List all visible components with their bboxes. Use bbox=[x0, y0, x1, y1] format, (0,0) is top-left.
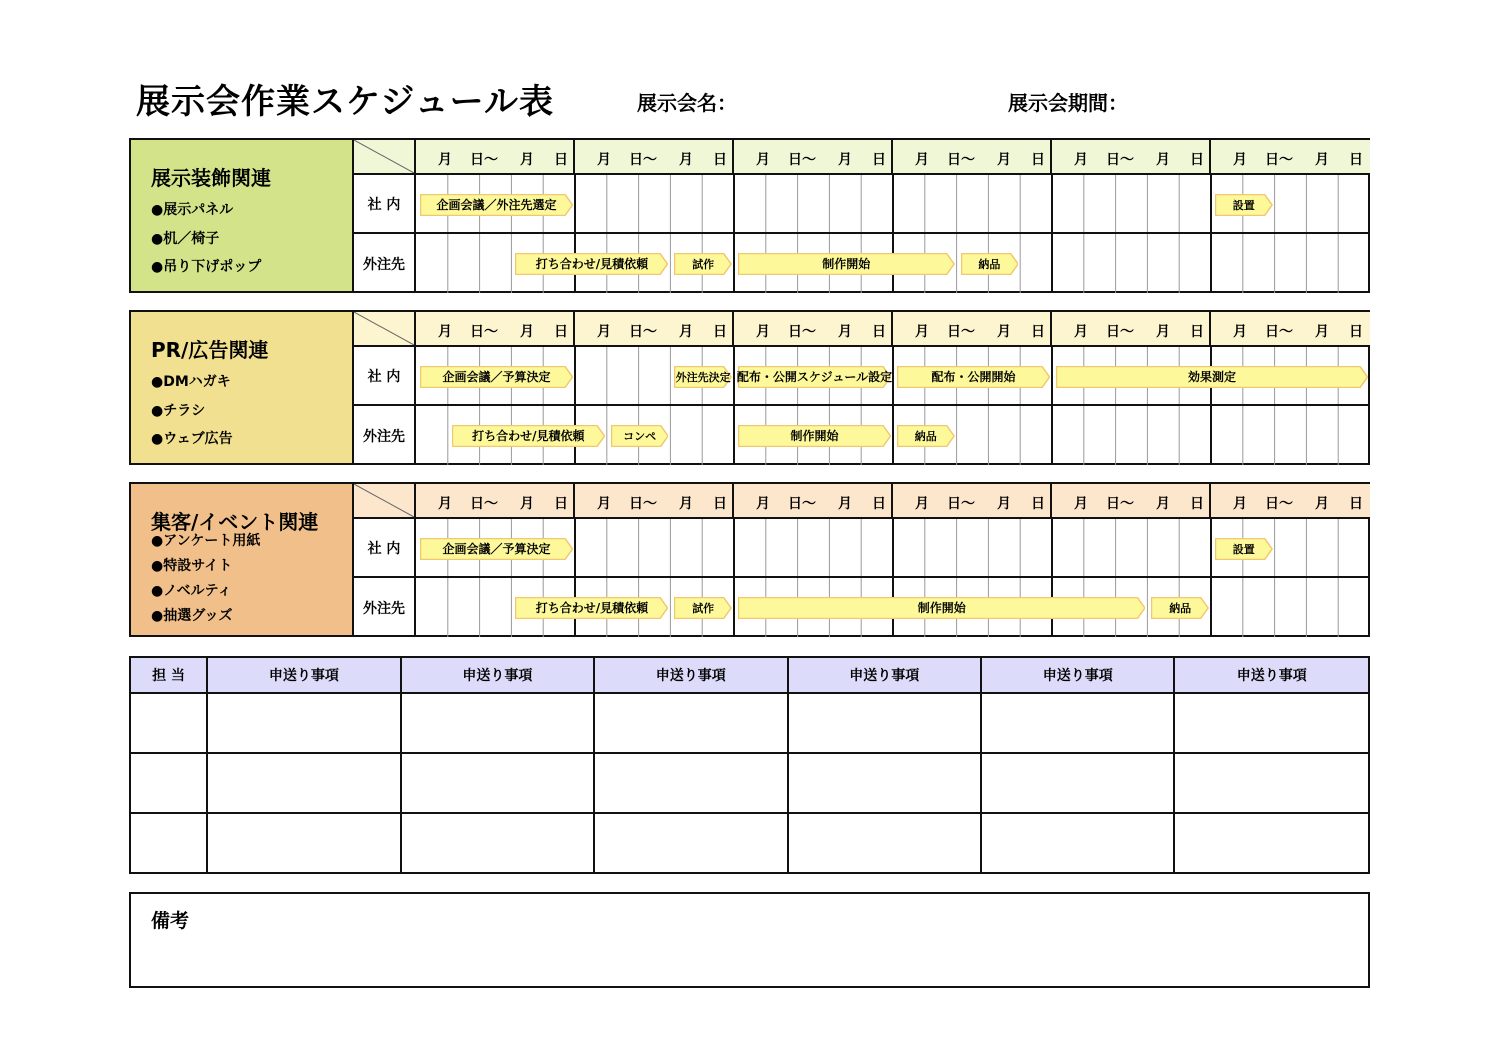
task-bar[interactable] bbox=[674, 366, 732, 388]
period-header-text: 日～ bbox=[947, 324, 975, 340]
corner-cell bbox=[354, 484, 416, 519]
period-header-text: 月 bbox=[756, 152, 770, 168]
period-header-text: 月 bbox=[1315, 496, 1329, 512]
handover-cell[interactable] bbox=[594, 753, 787, 813]
period-header-text: 月 bbox=[997, 496, 1011, 512]
period-header-text: 日 bbox=[713, 324, 727, 340]
section-category bbox=[131, 484, 354, 635]
period-header-text: 月 bbox=[679, 152, 693, 168]
period-header-cell bbox=[734, 312, 893, 345]
period-header-text: 日～ bbox=[788, 496, 816, 512]
handover-header: 申送り事項 bbox=[981, 657, 1174, 693]
handover-header: 申送り事項 bbox=[401, 657, 594, 693]
handover-cell[interactable] bbox=[981, 753, 1174, 813]
row-label-internal: 社 内 bbox=[354, 347, 416, 406]
notes-row bbox=[130, 753, 1369, 813]
period-header-text: 月 bbox=[1233, 152, 1247, 168]
period-header-text: 月 bbox=[438, 496, 452, 512]
task-bar-label: 試作 bbox=[692, 257, 715, 271]
period-header-cell bbox=[1052, 484, 1211, 517]
period-header-text: 月 bbox=[1074, 152, 1088, 168]
period-header-text: 月 bbox=[1074, 496, 1088, 512]
period-header-text: 日～ bbox=[1265, 324, 1293, 340]
task-bar-label: 納品 bbox=[1169, 601, 1192, 615]
period-header-text: 月 bbox=[838, 152, 852, 168]
handover-cell[interactable] bbox=[1174, 753, 1369, 813]
section-item: ●吊り下げポップ bbox=[151, 259, 262, 275]
task-bar-label: コンペ bbox=[623, 429, 657, 443]
period-header-text: 日 bbox=[554, 496, 568, 512]
row-label-internal: 社 内 bbox=[354, 519, 416, 578]
period-header-text: 月 bbox=[1315, 324, 1329, 340]
period-header-text: 日～ bbox=[1265, 496, 1293, 512]
period-header-text: 日 bbox=[1190, 496, 1204, 512]
task-bar[interactable] bbox=[961, 253, 1019, 275]
period-header-cell bbox=[893, 312, 1052, 345]
task-bar[interactable] bbox=[738, 366, 891, 388]
section-item: ●抽選グッズ bbox=[151, 608, 233, 624]
period-header-text: 月 bbox=[997, 324, 1011, 340]
task-bar[interactable] bbox=[420, 194, 573, 216]
handover-cell[interactable] bbox=[207, 693, 400, 753]
task-bar-label: 試作 bbox=[692, 601, 715, 615]
task-bar-label: 打ち合わせ/見積依頼 bbox=[535, 257, 649, 271]
period-header-cell bbox=[575, 484, 734, 517]
task-bar[interactable] bbox=[897, 425, 955, 447]
task-bar-label: 企画会議／予算決定 bbox=[442, 542, 551, 556]
section-item: ●机／椅子 bbox=[151, 230, 220, 247]
period-header-text: 月 bbox=[915, 152, 929, 168]
period-header bbox=[416, 140, 1370, 175]
task-bar[interactable] bbox=[738, 597, 1145, 619]
handover-cell[interactable] bbox=[594, 813, 787, 873]
task-bar[interactable] bbox=[738, 425, 891, 447]
period-header-text: 日 bbox=[872, 152, 886, 168]
notes-row bbox=[130, 813, 1369, 873]
period-header-cell bbox=[1211, 312, 1370, 345]
section-item: ●展示パネル bbox=[151, 202, 234, 218]
handover-cell[interactable] bbox=[207, 753, 400, 813]
period-header-cell bbox=[575, 140, 734, 173]
section-item: ●アンケート用紙 bbox=[151, 533, 261, 549]
remarks-title: 備考 bbox=[151, 910, 190, 932]
period-header bbox=[416, 312, 1370, 347]
handover-cell[interactable] bbox=[981, 693, 1174, 753]
period-header-text: 月 bbox=[1156, 152, 1170, 168]
row-label-internal: 社 内 bbox=[354, 175, 416, 234]
task-bar[interactable] bbox=[452, 425, 605, 447]
period-header-text: 日 bbox=[1349, 324, 1363, 340]
task-bar[interactable] bbox=[1215, 538, 1273, 560]
task-bar[interactable] bbox=[674, 253, 732, 275]
period-header-text: 月 bbox=[997, 152, 1011, 168]
handover-header: 申送り事項 bbox=[594, 657, 787, 693]
period-header-text: 日 bbox=[1031, 496, 1045, 512]
handover-cell[interactable] bbox=[788, 753, 981, 813]
period-header-cell bbox=[893, 484, 1052, 517]
corner-cell bbox=[354, 312, 416, 347]
notes-row bbox=[130, 693, 1369, 753]
period-header-text: 月 bbox=[1156, 324, 1170, 340]
section-title: 集客/イベント関連 bbox=[151, 510, 319, 534]
period-header-text: 日 bbox=[713, 152, 727, 168]
period-header-text: 月 bbox=[1233, 324, 1247, 340]
period-header-text: 月 bbox=[438, 152, 452, 168]
period-header-text: 月 bbox=[597, 496, 611, 512]
remarks-box[interactable] bbox=[129, 892, 1370, 988]
task-bar-label: 制作開始 bbox=[790, 429, 839, 443]
period-header-cell bbox=[734, 484, 893, 517]
period-header-text: 月 bbox=[520, 324, 534, 340]
period-header-text: 日 bbox=[1349, 152, 1363, 168]
task-bar[interactable] bbox=[420, 366, 573, 388]
period-header-text: 日 bbox=[1190, 152, 1204, 168]
period-header-text: 日 bbox=[554, 152, 568, 168]
period-header-cell bbox=[416, 312, 575, 345]
task-bar-label: 外注先決定 bbox=[675, 370, 731, 384]
period-header-text: 月 bbox=[438, 324, 452, 340]
period-header-text: 日～ bbox=[1265, 152, 1293, 168]
task-bar-label: 企画会議／外注先選定 bbox=[436, 198, 557, 212]
period-header-text: 月 bbox=[679, 324, 693, 340]
task-bar-label: 納品 bbox=[978, 257, 1001, 271]
task-bar[interactable] bbox=[1056, 366, 1368, 388]
period-header-cell bbox=[1211, 484, 1370, 517]
handover-cell[interactable] bbox=[981, 813, 1174, 873]
handover-cell[interactable] bbox=[788, 813, 981, 873]
period-header-text: 日～ bbox=[788, 324, 816, 340]
assignee-cell[interactable] bbox=[130, 753, 207, 813]
period-header-text: 日 bbox=[1031, 152, 1045, 168]
period-header-cell bbox=[1211, 140, 1370, 173]
period-header-text: 月 bbox=[838, 324, 852, 340]
schedule-section bbox=[129, 310, 1370, 465]
period-header-text: 月 bbox=[756, 496, 770, 512]
task-bar[interactable] bbox=[738, 253, 955, 275]
period-header-text: 月 bbox=[1156, 496, 1170, 512]
period-header-text: 月 bbox=[1233, 496, 1247, 512]
period-header bbox=[416, 484, 1370, 519]
task-bar-label: 配布・公開スケジュール設定 bbox=[736, 370, 893, 384]
section-item: ●チラシ bbox=[151, 402, 206, 419]
period-header-text: 日～ bbox=[470, 324, 498, 340]
section-title: 展示装飾関連 bbox=[151, 166, 271, 190]
exhibition-name-label: 展示会名： bbox=[637, 91, 737, 115]
page-title: 展示会作業スケジュール表 bbox=[136, 82, 554, 122]
task-bar-label: 打ち合わせ/見積依頼 bbox=[535, 601, 649, 615]
section-category bbox=[131, 140, 354, 291]
period-header-text: 日 bbox=[1349, 496, 1363, 512]
period-header-text: 月 bbox=[597, 324, 611, 340]
period-header-text: 日～ bbox=[1106, 152, 1134, 168]
period-header-text: 日～ bbox=[629, 324, 657, 340]
task-bar[interactable] bbox=[1215, 194, 1273, 216]
row-label-vendor: 外注先 bbox=[354, 234, 416, 293]
handover-cell[interactable] bbox=[788, 693, 981, 753]
period-header-text: 日～ bbox=[629, 496, 657, 512]
period-header-text: 日～ bbox=[629, 152, 657, 168]
period-header-text: 日 bbox=[872, 324, 886, 340]
task-bar[interactable] bbox=[1151, 597, 1209, 619]
task-bar-label: 打ち合わせ/見積依頼 bbox=[472, 429, 585, 443]
period-header-text: 日～ bbox=[1106, 496, 1134, 512]
section-item: ●ウェブ広告 bbox=[151, 431, 233, 447]
task-bar-label: 企画会議／予算決定 bbox=[442, 370, 551, 384]
handover-header: 申送り事項 bbox=[207, 657, 400, 693]
period-header-text: 日 bbox=[1031, 324, 1045, 340]
period-header-cell bbox=[893, 140, 1052, 173]
task-bar-label: 配布・公開開始 bbox=[931, 370, 1016, 384]
period-header-text: 日～ bbox=[947, 496, 975, 512]
corner-cell bbox=[354, 140, 416, 175]
handover-header: 申送り事項 bbox=[788, 657, 981, 693]
period-header-cell bbox=[734, 140, 893, 173]
section-item: ●DMハガキ bbox=[151, 374, 231, 390]
task-bar[interactable] bbox=[420, 538, 573, 560]
handover-cell[interactable] bbox=[401, 753, 594, 813]
period-header-text: 月 bbox=[597, 152, 611, 168]
period-header-cell bbox=[575, 312, 734, 345]
period-header-text: 月 bbox=[1074, 324, 1088, 340]
task-bar-label: 設置 bbox=[1232, 542, 1255, 556]
assignee-header: 担 当 bbox=[130, 657, 207, 693]
schedule-section bbox=[129, 482, 1370, 637]
period-header-text: 日 bbox=[1190, 324, 1204, 340]
row-label-vendor: 外注先 bbox=[354, 578, 416, 637]
section-item: ●特設サイト bbox=[151, 558, 233, 574]
task-bar-label: 設置 bbox=[1232, 198, 1255, 212]
period-header-text: 月 bbox=[838, 496, 852, 512]
schedule-section bbox=[129, 138, 1370, 293]
period-header-text: 日～ bbox=[470, 152, 498, 168]
handover-cell[interactable] bbox=[1174, 813, 1369, 873]
exhibition-period-label: 展示会期間： bbox=[1008, 91, 1128, 115]
row-label-vendor: 外注先 bbox=[354, 406, 416, 465]
task-bar[interactable] bbox=[515, 597, 668, 619]
period-header-text: 日～ bbox=[947, 152, 975, 168]
period-header-text: 日～ bbox=[1106, 324, 1134, 340]
period-header-cell bbox=[1052, 312, 1211, 345]
task-bar[interactable] bbox=[515, 253, 668, 275]
period-header-text: 月 bbox=[679, 496, 693, 512]
task-bar-label: 効果測定 bbox=[1187, 370, 1236, 384]
period-header-text: 日 bbox=[554, 324, 568, 340]
handover-header: 申送り事項 bbox=[1174, 657, 1369, 693]
section-item: ●ノベルティ bbox=[151, 583, 232, 599]
period-header-text: 月 bbox=[520, 152, 534, 168]
handover-cell[interactable] bbox=[594, 693, 787, 753]
period-header-cell bbox=[416, 484, 575, 517]
task-bar[interactable] bbox=[674, 597, 732, 619]
handover-notes-table bbox=[129, 656, 1370, 874]
handover-cell[interactable] bbox=[401, 813, 594, 873]
period-header-cell bbox=[1052, 140, 1211, 173]
period-header-text: 日 bbox=[713, 496, 727, 512]
period-header-text: 月 bbox=[756, 324, 770, 340]
assignee-cell[interactable] bbox=[130, 813, 207, 873]
period-header-text: 日～ bbox=[788, 152, 816, 168]
period-header-text: 月 bbox=[520, 496, 534, 512]
handover-cell[interactable] bbox=[1174, 693, 1369, 753]
handover-cell[interactable] bbox=[207, 813, 400, 873]
period-header-text: 日～ bbox=[470, 496, 498, 512]
section-category bbox=[131, 312, 354, 463]
assignee-cell[interactable] bbox=[130, 693, 207, 753]
task-bar[interactable] bbox=[897, 366, 1050, 388]
task-bar-label: 納品 bbox=[914, 429, 937, 443]
section-title: PR/広告関連 bbox=[151, 338, 269, 362]
period-header-text: 日 bbox=[872, 496, 886, 512]
period-header-text: 月 bbox=[1315, 152, 1329, 168]
task-bar[interactable] bbox=[611, 425, 669, 447]
handover-cell[interactable] bbox=[401, 693, 594, 753]
task-bar-label: 制作開始 bbox=[822, 257, 871, 271]
task-bar-label: 制作開始 bbox=[917, 601, 966, 615]
period-header-text: 月 bbox=[915, 496, 929, 512]
period-header-text: 月 bbox=[915, 324, 929, 340]
period-header-cell bbox=[416, 140, 575, 173]
